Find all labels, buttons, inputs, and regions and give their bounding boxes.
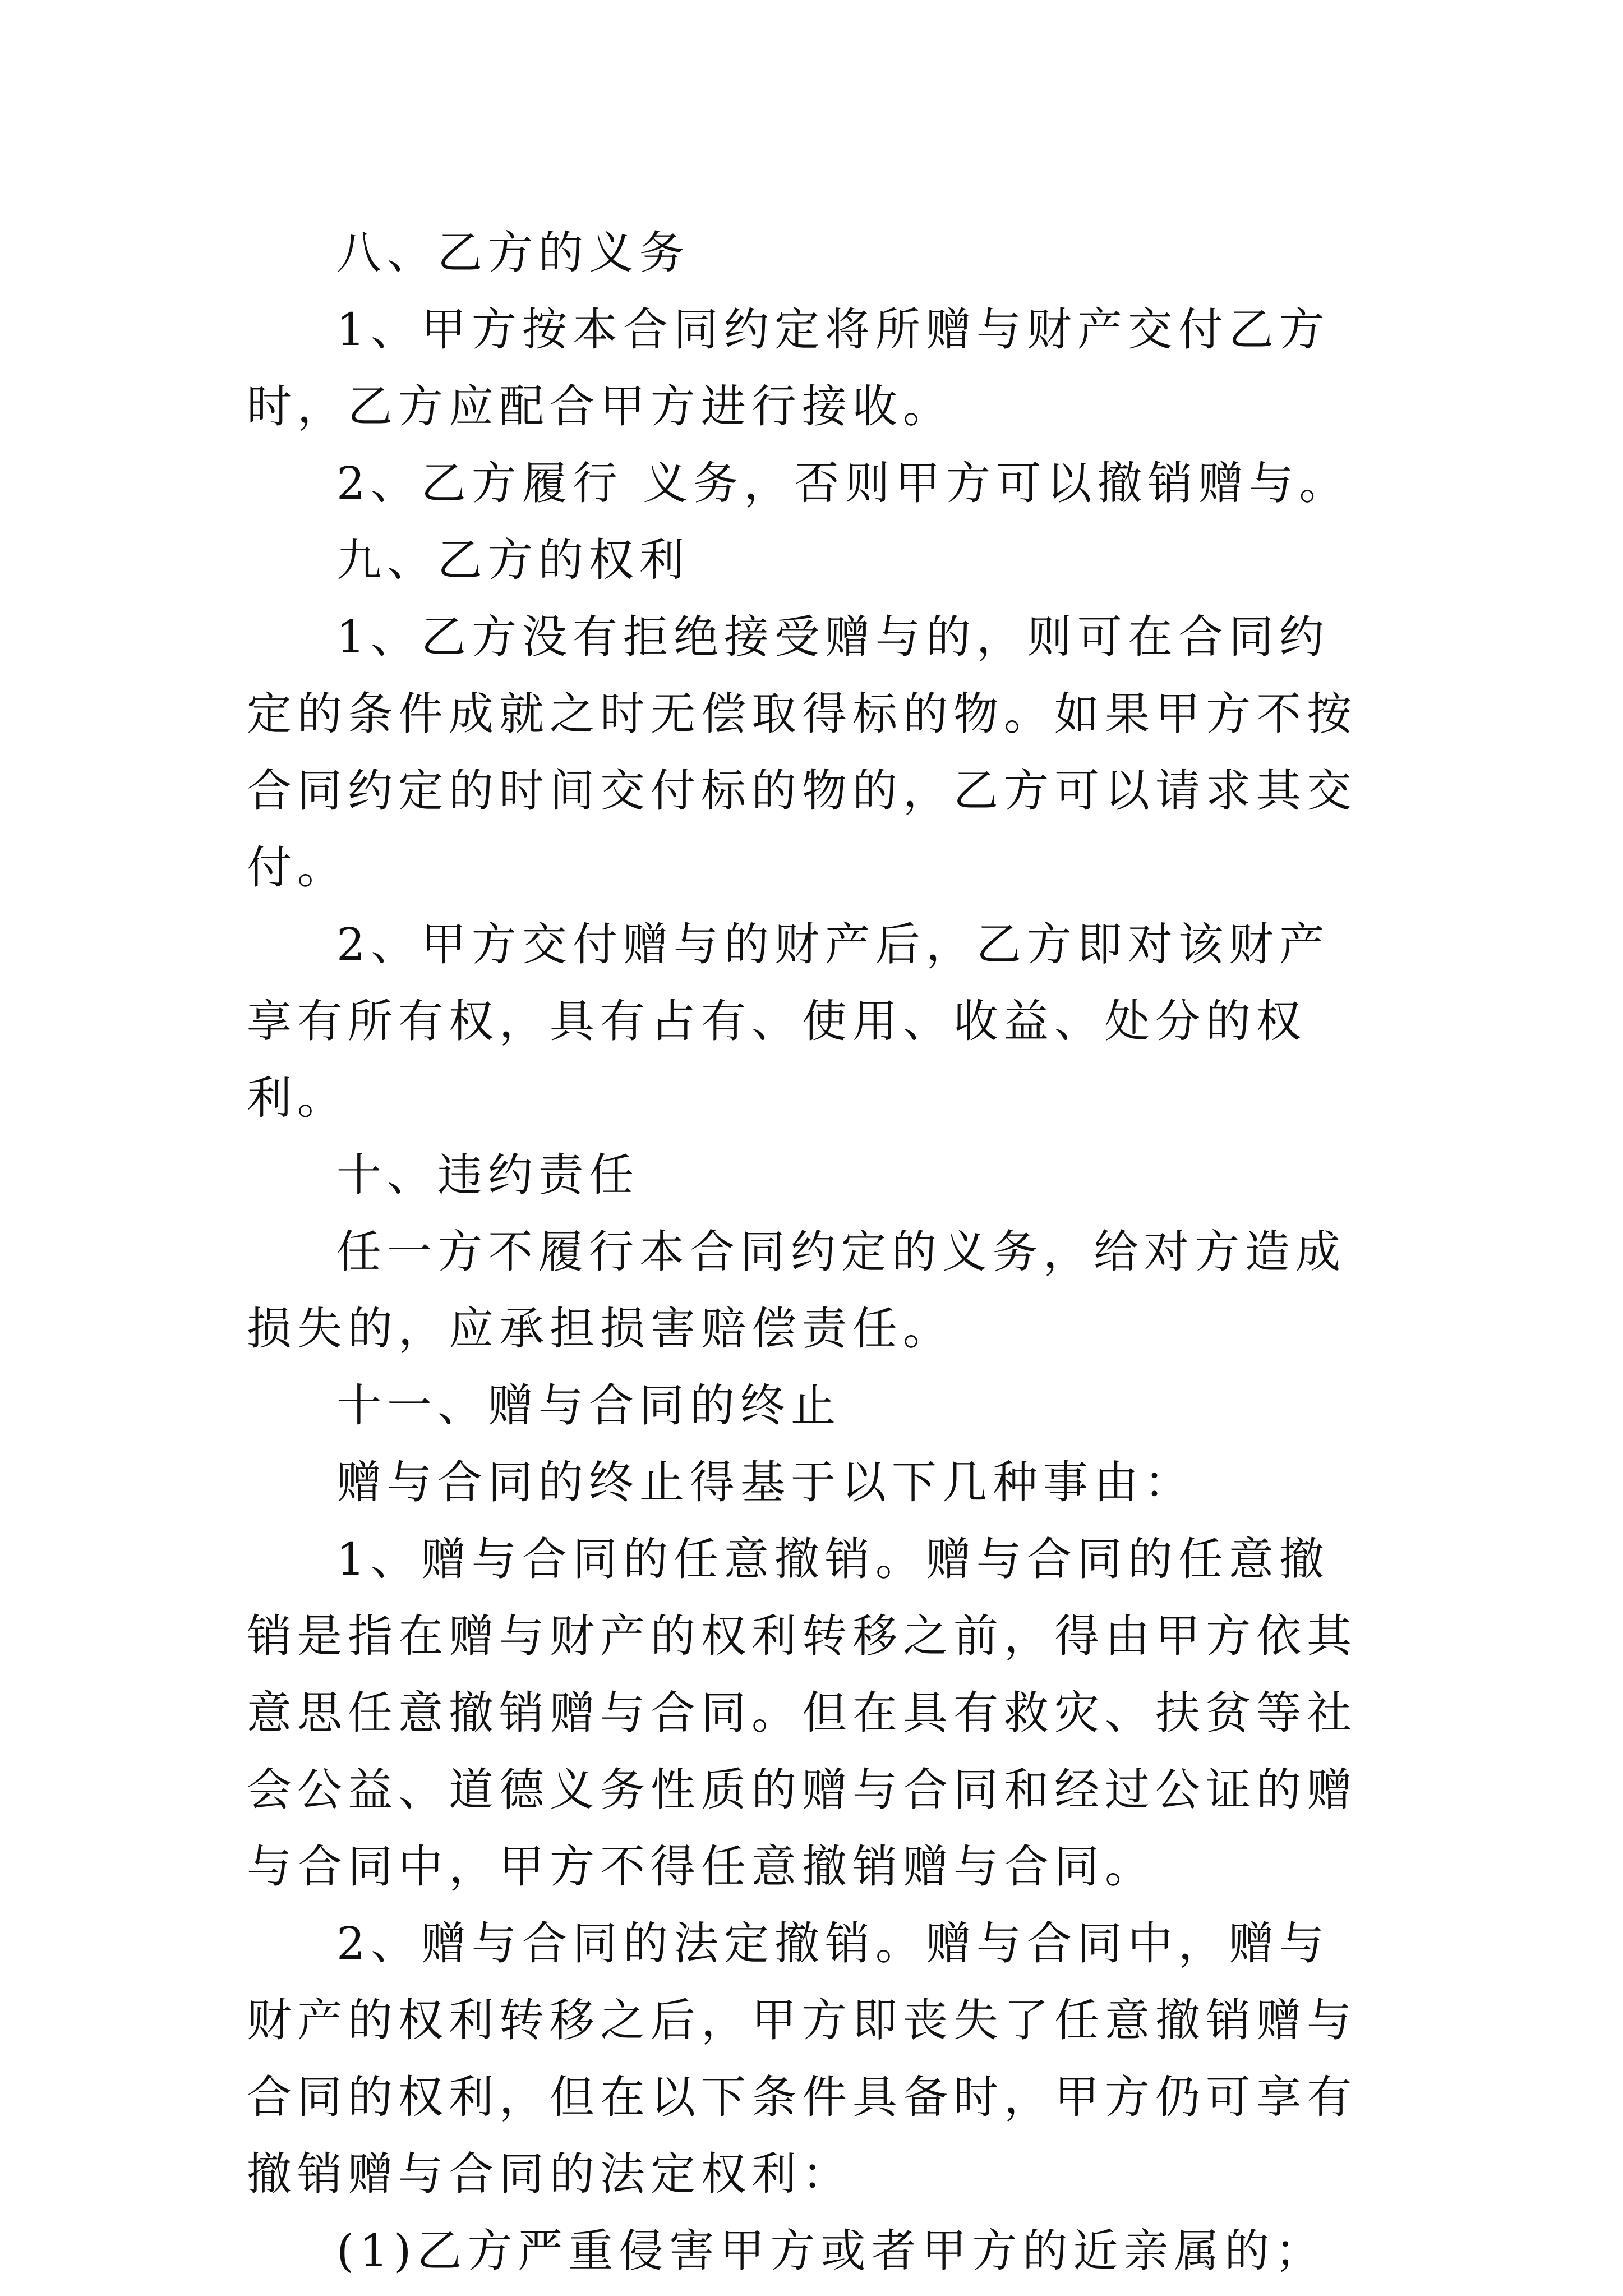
heading-obligations-of-party-b: 八、乙方的义务 — [336, 227, 690, 279]
paragraph: 1、乙方没有拒绝接受赠与的，则可在合同约定的条件成就之时无偿取得标的物。如果甲方不按合同约定的时间交付标的物的，乙方可以请求其交付。 — [247, 611, 1357, 894]
paragraph: (1)乙方严重侵害甲方或者甲方的近亲属的； — [336, 2225, 1326, 2277]
paragraph: 赠与合同的终止得基于以下几种事由： — [336, 1456, 1195, 1508]
paragraph: 任一方不履行本合同约定的义务，给对方造成损失的，应承担损害赔偿责任。 — [247, 1226, 1346, 1355]
paragraph: 2、赠与合同的法定撤销。赠与合同中，赠与财产的权利转移之后，甲方即丧失了任意撤销赠与合同的权利，但在以下条件具备时，甲方仍可享有撤销赠与合同的法定权利： — [247, 1917, 1357, 2200]
paragraph: 2、甲方交付赠与的财产后，乙方即对该财产享有所有权，具有占有、使用、收益、处分的权利。 — [247, 918, 1330, 1124]
heading-liability-for-breach: 十、违约责任 — [336, 1149, 639, 1201]
document-body — [247, 214, 1380, 2289]
paragraph: 1、甲方按本合同约定将所赠与财产交付乙方时，乙方应配合甲方进行接收。 — [247, 303, 1330, 432]
heading-rights-of-party-b: 九、乙方的权利 — [336, 534, 690, 586]
heading-termination: 十一、赠与合同的终止 — [336, 1379, 841, 1432]
paragraph: 2、乙方履行 义务，否则甲方可以撤销赠与。 — [336, 457, 1350, 509]
paragraph: 1、赠与合同的任意撤销。赠与合同的任意撤销是指在赠与财产的权利转移之前，得由甲方依其意思任意撤销赠与合同。但在具有救灾、扶贫等社会公益、道德义务性质的赠与合同和经过公证的赠与合同中，甲方不得任意撤销赠与合同。 — [247, 1533, 1357, 1893]
